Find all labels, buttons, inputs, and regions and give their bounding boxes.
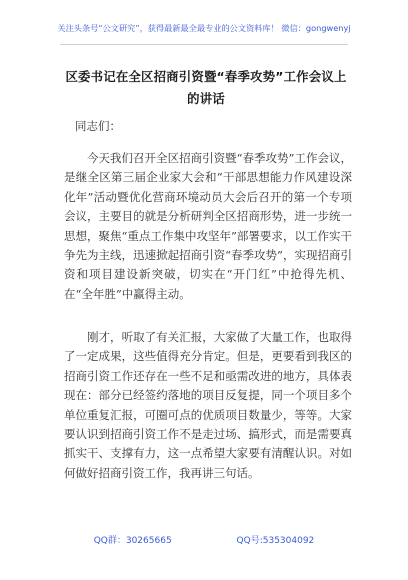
footer-qq-number: QQ号:535304092 bbox=[236, 536, 315, 546]
body-paragraph-1: 今天我们召开全区招商引资暨“春季攻势”工作会议，是继全区第三届企业家大会和“干部思想能力作风建设深化年”活动暨优化营商环境动员大会后召开的第一个专项会议，主要目的就是分析研判全区招商形势，进一步统一思想，聚焦“重点工作集中攻坚年”部署要求，以工作实干争先为主线，迅速掀起招商引资“春季攻势”，实现招商引资和项目建设新突破，切实在“开门红”中抢得先机、在“全年胜”中赢得主动。 bbox=[64, 151, 352, 301]
salutation: 同志们： bbox=[75, 119, 121, 133]
body-paragraph-2: 刚才，听取了有关汇报，大家做了大量工作，也取得了一定成果，这些值得充分肯定。但是，更要看到我区的招商引资工作还存在一些不足和亟需改进的地方，具体表现在：部分已经签约落地的项目反复提，同一个项目多个单位重复汇报，可圈可点的优质项目数量少，等等。大家要认识到招商引资工作不是走过场、搞形式，而是需要真抓实干、支撑有力，这一点希望大家要有清醒认识。对如何做好招商引资工作，我再讲三句话。 bbox=[64, 330, 352, 480]
header-banner: 关注头条号“公文研究”，获得最新最全最专业的公文资料库！ 微信：gongwenyj bbox=[57, 23, 351, 33]
header-divider bbox=[60, 44, 348, 45]
footer-contact bbox=[0, 533, 408, 546]
footer-qq-group: QQ群：30265665 bbox=[93, 536, 172, 546]
document-title: 区委书记在全区招商引资暨“春季攻势”工作会议上的讲话 bbox=[65, 69, 347, 106]
